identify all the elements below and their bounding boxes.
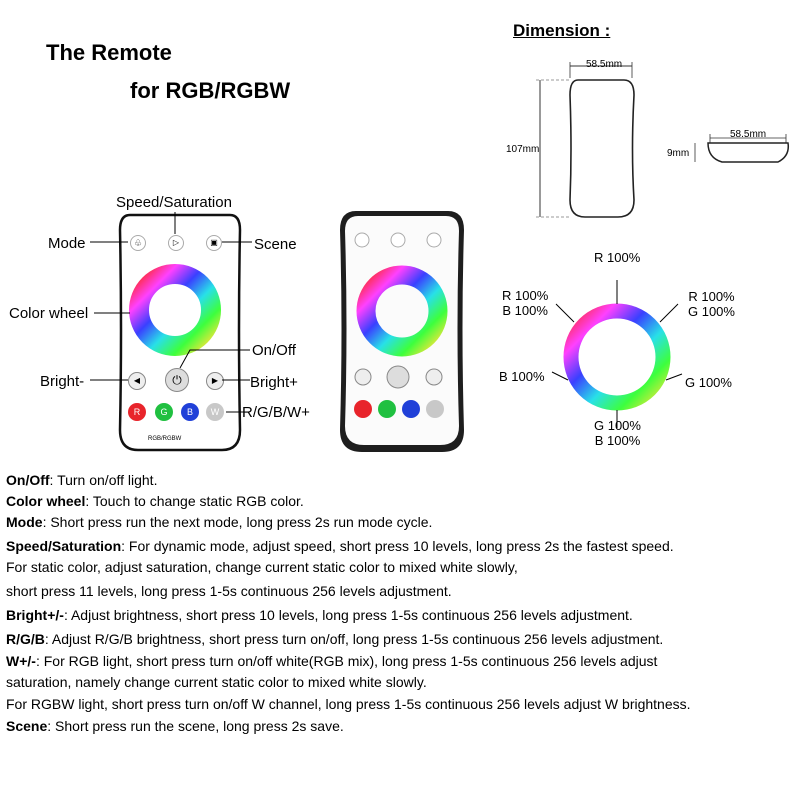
color-wheel-diagram bbox=[540, 262, 700, 432]
mode-label: Mode bbox=[48, 235, 86, 252]
description-line: saturation, namely change current static color to mixed white slowly. bbox=[6, 674, 427, 690]
description-line: On/Off: Turn on/off light. bbox=[6, 472, 158, 488]
front-height-label: 107mm bbox=[506, 144, 540, 155]
left-arrow-icon: ◀ bbox=[133, 376, 141, 385]
description-line: For static color, adjust saturation, change current static color to mixed white slowly, bbox=[6, 559, 518, 575]
description-line: short press 11 levels, long press 1-5s continuous 256 levels adjustment. bbox=[6, 583, 452, 599]
description-line: W+/-: For RGB light, short press turn on/off white(RGB mix), long press 1-5s continuous 256 levels adjust bbox=[6, 653, 658, 669]
speed-saturation-label: Speed/Saturation bbox=[116, 194, 232, 211]
remote-model-text: RGB/RGBW bbox=[148, 436, 182, 442]
wheel-label-top-right: R 100% G 100% bbox=[688, 289, 735, 319]
wheel-label-left: B 100% bbox=[499, 369, 545, 384]
blue-button[interactable]: B bbox=[181, 403, 199, 421]
wheel-label-top-left: R 100% B 100% bbox=[502, 288, 549, 318]
rgbw-label: R/G/B/W+ bbox=[242, 404, 310, 421]
front-width-label: 58.5mm bbox=[586, 59, 623, 70]
description-line: For RGBW light, short press turn on/off W channel, long press 1-5s continuous 256 levels adjust W brightness. bbox=[6, 696, 691, 712]
wheel-label-bottom: G 100% B 100% bbox=[594, 418, 641, 448]
description-line: Speed/Saturation: For dynamic mode, adjust speed, short press 10 levels, long press 2s the fastest speed. bbox=[6, 538, 674, 554]
description-line: R/G/B: Adjust R/G/B brightness, short press turn on/off, long press 1-5s continuous 256 levels adjustment. bbox=[6, 631, 664, 647]
description-line: Scene: Short press run the scene, long press 2s save. bbox=[6, 718, 344, 734]
description-line: Mode: Short press run the next mode, long press 2s run mode cycle. bbox=[6, 514, 433, 530]
on-off-label: On/Off bbox=[252, 342, 296, 359]
description-line: Bright+/-: Adjust brightness, short press 10 levels, long press 1-5s continuous 256 levels adjustment. bbox=[6, 607, 633, 623]
page-subtitle: for RGB/RGBW bbox=[130, 78, 291, 103]
white-button[interactable]: W bbox=[206, 403, 224, 421]
color-wheel-label: Color wheel bbox=[9, 305, 89, 322]
wheel-label-top: R 100% bbox=[594, 250, 641, 265]
remote-photo bbox=[334, 208, 470, 458]
page-title: The Remote bbox=[46, 40, 172, 65]
power-icon: ⏻ bbox=[172, 373, 182, 387]
save-icon: ▣ bbox=[210, 238, 218, 247]
fast-forward-icon: ▷ bbox=[172, 238, 180, 247]
wheel-label-right: G 100% bbox=[685, 375, 732, 390]
side-width-label: 58.5mm bbox=[730, 129, 767, 140]
bright-plus-label: Bright+ bbox=[250, 374, 298, 391]
right-arrow-icon: ▶ bbox=[211, 376, 219, 385]
side-thickness-label: 9mm bbox=[667, 148, 690, 159]
dimension-drawing bbox=[500, 50, 800, 230]
green-button[interactable]: G bbox=[155, 403, 173, 421]
bright-minus-label: Bright- bbox=[40, 373, 85, 390]
scene-label: Scene bbox=[254, 236, 297, 253]
dimension-title: Dimension : bbox=[513, 21, 611, 40]
mode-icon: ♧ bbox=[133, 238, 143, 248]
description-line: Color wheel: Touch to change static RGB color. bbox=[6, 493, 304, 509]
red-button[interactable]: R bbox=[128, 403, 146, 421]
